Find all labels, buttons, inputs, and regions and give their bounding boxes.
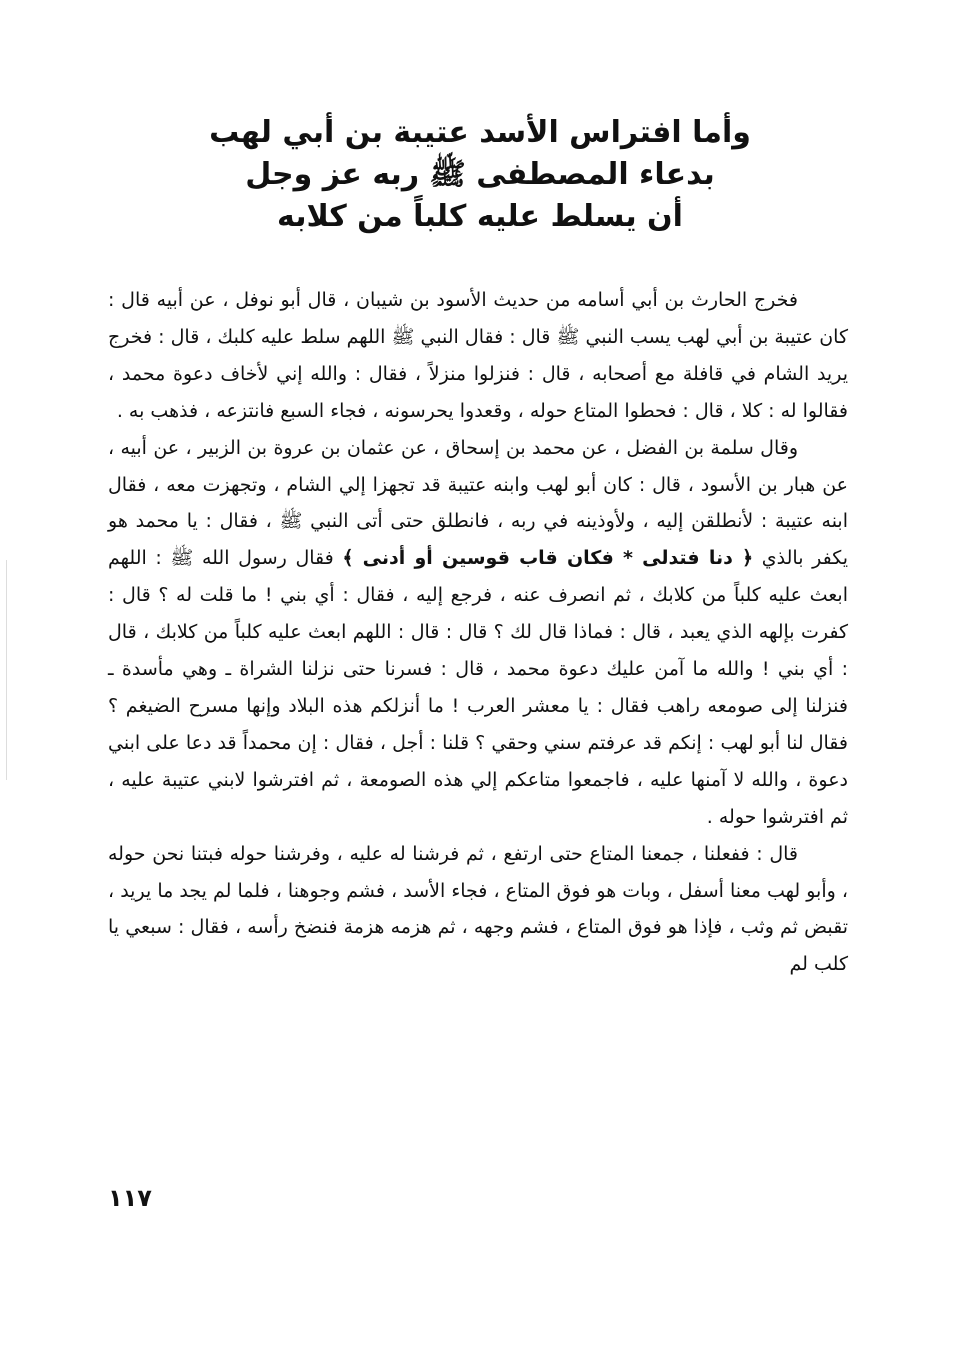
- paragraph-1: [108, 282, 848, 430]
- scan-margin-mark: [6, 560, 7, 780]
- paragraph-2: [108, 430, 848, 836]
- body-text: [108, 282, 848, 983]
- paragraph-3-text: قال : ففعلنا ، جمعنا المتاع حتى ارتفع ، ثم فرشنا له عليه ، وفرشنا حوله فبتنا نحن حوله ، وأبو لهب معنا أسفل ، وبات هو فوق المتاع ، فجاء الأسد ، فشم وجوهنا ، فلما لم يجد ما يريد ، تقبض ثم وثب ، فإذا هو فوق المتاع ، فشم وجهه ، ثم هزمه هزمة فنضخ رأسه ، فقال : سبعي يا كلب لم: [108, 842, 848, 976]
- page-number: ١١٧: [108, 1184, 152, 1212]
- paragraph-3: [108, 836, 848, 984]
- quran-verse: ﴿ دنا فتدلى * فكان قاب قوسين أو أدنى ﴾: [342, 547, 754, 570]
- paragraph-2-text-b: فقال رسول الله ﷺ : اللهم ابعث عليه كلباً من كلابك ، ثم انصرف عنه ، فرجع إليه ، فقال : أي بني ! ما قلت له ؟ قال : كفرت بإلهه الذي يعبد ، قال : فماذا قال لك ؟ قال : قال : اللهم ابعث عليه كلباً من كلابك ، قال : أي بني ! والله ما آمن عليك دعوة محمد ، قال : فسرنا حتى نزلنا الشراة ـ وهي مأسدة ـ فنزلنا إلى صومعه راهب فقال : يا معشر العرب ! ما أنزلكم هذه البلاد وإنها مسرح الضيغم ؟ فقال لنا أبو لهب : إنكم قد عرفتم سني وحقي ؟ قلنا : أجل ، فقال : إن محمداً قد دعا على ابني دعوة ، والله لا آمنها عليه ، فاجمعوا متاعكم إلي هذه الصومعة ، ثم افترشوا لابني عتيبة عليه ، ثم افترشوا حوله .: [108, 547, 848, 828]
- paragraph-1-text: فخرج الحارث بن أبي أسامه من حديث الأسود بن شيبان ، قال أبو نوفل ، عن أبيه قال : كان عتيبة بن أبي لهب يسب النبي ﷺ قال : فقال النبي ﷺ اللهم سلط عليه كلبك ، قال : فخرج يريد الشام في قافلة مع أصحابه ، قال : فنزلوا منزلاً ، فقال : والله إني لأخاف دعوة محمد ، فقالوا له : كلا ، قال : فحطوا المتاع حوله ، وقعدوا يحرسونه ، فجاء السبع فانتزعه ، فذهب به .: [108, 289, 848, 422]
- paragraph-2-text-a: وقال سلمة بن الفضل ، عن محمد بن إسحاق ، عن عثمان بن عروة بن الزبير ، عن أبيه ، عن هبار بن الأسود ، قال : كان أبو لهب وابنه عتيبة قد تجهزا إلي الشام ، وتجهزت معه ، فقال ابنه عتيبة : لأنطلقن إليه ، ولأوذينه في ربه ، فانطلق حتى أتى النبي ﷺ ، فقال : يا محمد هو يكفر بالذي: [108, 436, 848, 570]
- title-line-2: بدعاء المصطفى ﷺ ربه عز وجل: [245, 157, 715, 192]
- title-line-3: أن يسلط عليه كلباً من كلابه: [277, 199, 683, 234]
- section-title: [100, 112, 860, 238]
- title-line-1: وأما افتراس الأسد عتيبة بن أبي لهب: [209, 115, 751, 150]
